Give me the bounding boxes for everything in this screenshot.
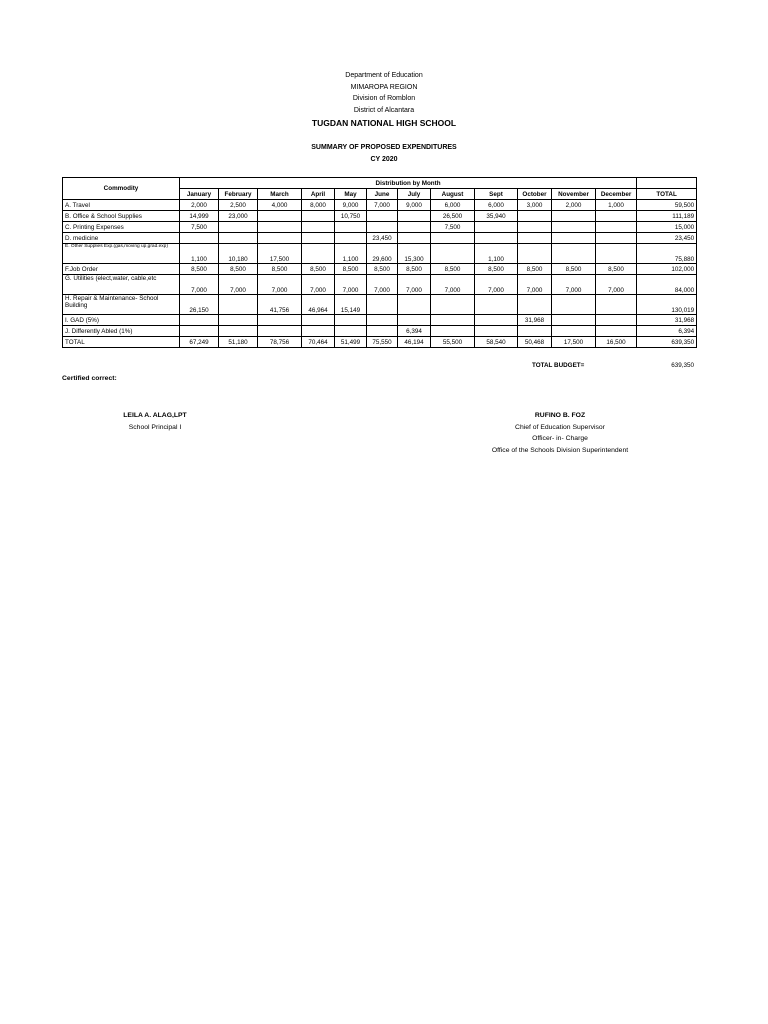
month-value-cell: 23,450 bbox=[367, 233, 398, 244]
month-value-cell: 29,600 bbox=[367, 244, 398, 264]
month-value-cell bbox=[258, 222, 302, 233]
month-value-cell: 7,000 bbox=[475, 275, 518, 295]
signatory-left-title: School Principal I bbox=[128, 423, 182, 431]
month-value-cell: 17,500 bbox=[552, 337, 596, 348]
month-value-cell bbox=[398, 211, 431, 222]
month-value-cell: 31,968 bbox=[518, 315, 552, 326]
month-value-cell: 26,500 bbox=[431, 211, 475, 222]
table-body bbox=[63, 200, 697, 348]
month-value-cell bbox=[596, 295, 637, 315]
division-name: Division of Romblon bbox=[352, 95, 416, 102]
row-label: B. Office & School Supplies bbox=[63, 211, 180, 222]
signatory-right-title-3: Office of the Schools Division Superintendent bbox=[491, 446, 629, 454]
month-value-cell: 46,964 bbox=[302, 295, 335, 315]
month-value-cell: 8,500 bbox=[431, 264, 475, 275]
row-label: H. Repair & Maintenance- School Building bbox=[63, 295, 180, 315]
month-value-cell: 3,000 bbox=[518, 200, 552, 211]
month-value-cell: 15,300 bbox=[398, 244, 431, 264]
month-value-cell: 50,468 bbox=[518, 337, 552, 348]
month-value-cell: 8,500 bbox=[335, 264, 367, 275]
month-value-cell bbox=[335, 222, 367, 233]
month-value-cell bbox=[302, 211, 335, 222]
month-header: March bbox=[258, 189, 302, 200]
month-value-cell bbox=[552, 315, 596, 326]
month-value-cell: 26,150 bbox=[180, 295, 219, 315]
month-header: June bbox=[367, 189, 398, 200]
month-value-cell bbox=[367, 222, 398, 233]
row-total-cell: 111,189 bbox=[637, 211, 697, 222]
table-row bbox=[63, 275, 697, 295]
month-value-cell bbox=[518, 222, 552, 233]
month-value-cell bbox=[180, 315, 219, 326]
month-value-cell bbox=[518, 326, 552, 337]
month-value-cell bbox=[552, 295, 596, 315]
total-budget-value: 639,350 bbox=[671, 362, 694, 369]
month-value-cell: 51,180 bbox=[219, 337, 258, 348]
month-value-cell bbox=[596, 326, 637, 337]
month-value-cell bbox=[258, 326, 302, 337]
month-value-cell bbox=[367, 211, 398, 222]
month-value-cell bbox=[518, 233, 552, 244]
month-value-cell: 7,500 bbox=[431, 222, 475, 233]
month-header: November bbox=[552, 189, 596, 200]
document-year: CY 2020 bbox=[370, 155, 398, 163]
month-value-cell: 7,000 bbox=[398, 275, 431, 295]
month-value-cell: 7,000 bbox=[596, 275, 637, 295]
month-value-cell: 7,000 bbox=[552, 275, 596, 295]
row-label: I. GAD (5%) bbox=[63, 315, 180, 326]
table-row bbox=[63, 222, 697, 233]
month-value-cell bbox=[180, 326, 219, 337]
month-header: April bbox=[302, 189, 335, 200]
row-total-cell: 102,000 bbox=[637, 264, 697, 275]
month-value-cell bbox=[518, 295, 552, 315]
signatory-right-name: RUFINO B. FOZ bbox=[534, 412, 586, 419]
month-value-cell: 2,000 bbox=[552, 200, 596, 211]
month-value-cell: 9,000 bbox=[335, 200, 367, 211]
month-value-cell bbox=[302, 244, 335, 264]
row-total-cell: 130,019 bbox=[637, 295, 697, 315]
month-value-cell bbox=[219, 295, 258, 315]
month-value-cell bbox=[302, 233, 335, 244]
month-value-cell: 8,500 bbox=[367, 264, 398, 275]
month-value-cell: 51,499 bbox=[335, 337, 367, 348]
month-value-cell: 14,999 bbox=[180, 211, 219, 222]
month-value-cell: 7,000 bbox=[367, 200, 398, 211]
row-label: J. Differently Abled (1%) bbox=[63, 326, 180, 337]
month-value-cell bbox=[302, 326, 335, 337]
row-label: A. Travel bbox=[63, 200, 180, 211]
row-label: E. Other Supplies Exp.(gas,moving up,grad.exp) bbox=[63, 244, 180, 264]
signatory-right-title-2: Officer- in- Charge bbox=[532, 435, 588, 442]
month-value-cell: 1,100 bbox=[335, 244, 367, 264]
month-value-cell bbox=[367, 295, 398, 315]
month-value-cell bbox=[475, 233, 518, 244]
total-header: TOTAL bbox=[637, 189, 697, 200]
table-row bbox=[63, 264, 697, 275]
month-value-cell bbox=[431, 315, 475, 326]
certified-label: Certified correct: bbox=[62, 375, 117, 382]
month-value-cell bbox=[475, 326, 518, 337]
table-row bbox=[63, 315, 697, 326]
month-value-cell bbox=[596, 211, 637, 222]
month-value-cell: 6,000 bbox=[431, 200, 475, 211]
month-value-cell bbox=[219, 326, 258, 337]
month-value-cell: 1,100 bbox=[180, 244, 219, 264]
table-row bbox=[63, 233, 697, 244]
month-value-cell: 41,756 bbox=[258, 295, 302, 315]
district-name: District of Alcantara bbox=[353, 106, 415, 114]
month-value-cell bbox=[552, 244, 596, 264]
month-value-cell: 35,940 bbox=[475, 211, 518, 222]
month-value-cell: 8,000 bbox=[302, 200, 335, 211]
commodity-header: Commodity bbox=[63, 178, 180, 200]
distribution-header: Distribution by Month bbox=[180, 178, 637, 189]
document-title: SUMMARY OF PROPOSED EXPENDITURES bbox=[311, 144, 457, 151]
month-value-cell bbox=[475, 222, 518, 233]
month-value-cell bbox=[219, 233, 258, 244]
month-header: July bbox=[398, 189, 431, 200]
month-header: May bbox=[335, 189, 367, 200]
table-row bbox=[63, 200, 697, 211]
month-value-cell bbox=[335, 326, 367, 337]
signatory-right-title-1: Chief of Education Supervisor bbox=[515, 423, 605, 431]
row-label: TOTAL bbox=[63, 337, 180, 348]
table-row bbox=[63, 295, 697, 315]
month-value-cell bbox=[518, 211, 552, 222]
month-value-cell: 2,000 bbox=[180, 200, 219, 211]
month-value-cell: 1,000 bbox=[596, 200, 637, 211]
month-value-cell: 8,500 bbox=[518, 264, 552, 275]
month-value-cell: 7,000 bbox=[518, 275, 552, 295]
month-value-cell: 1,100 bbox=[475, 244, 518, 264]
row-total-cell: 23,450 bbox=[637, 233, 697, 244]
signatory-left-name: LEILA A. ALAG,LPT bbox=[123, 412, 187, 419]
month-value-cell: 7,000 bbox=[258, 275, 302, 295]
month-value-cell: 7,000 bbox=[431, 275, 475, 295]
month-value-cell bbox=[596, 244, 637, 264]
month-value-cell: 7,000 bbox=[367, 275, 398, 295]
month-value-cell: 4,000 bbox=[258, 200, 302, 211]
month-value-cell bbox=[180, 233, 219, 244]
month-value-cell bbox=[398, 233, 431, 244]
table-row bbox=[63, 211, 697, 222]
month-value-cell: 17,500 bbox=[258, 244, 302, 264]
month-value-cell bbox=[596, 315, 637, 326]
document-header bbox=[0, 70, 768, 130]
month-value-cell bbox=[398, 222, 431, 233]
month-value-cell: 78,756 bbox=[258, 337, 302, 348]
row-total-cell: 84,000 bbox=[637, 275, 697, 295]
table-row bbox=[63, 244, 697, 264]
signatory-right bbox=[460, 410, 660, 456]
month-value-cell: 8,500 bbox=[219, 264, 258, 275]
month-value-cell: 8,500 bbox=[180, 264, 219, 275]
school-name: TUGDAN NATIONAL HIGH SCHOOL bbox=[311, 118, 457, 128]
month-value-cell: 15,149 bbox=[335, 295, 367, 315]
month-value-cell: 8,500 bbox=[475, 264, 518, 275]
row-total-cell: 75,880 bbox=[637, 244, 697, 264]
row-total-cell: 59,500 bbox=[637, 200, 697, 211]
month-value-cell: 75,550 bbox=[367, 337, 398, 348]
month-value-cell: 7,000 bbox=[219, 275, 258, 295]
month-header: Sept bbox=[475, 189, 518, 200]
month-value-cell bbox=[518, 244, 552, 264]
month-value-cell: 55,500 bbox=[431, 337, 475, 348]
table-row bbox=[63, 337, 697, 348]
month-value-cell bbox=[398, 315, 431, 326]
month-value-cell: 10,750 bbox=[335, 211, 367, 222]
month-value-cell bbox=[398, 295, 431, 315]
month-value-cell: 70,464 bbox=[302, 337, 335, 348]
month-header: February bbox=[219, 189, 258, 200]
month-value-cell bbox=[431, 295, 475, 315]
row-label: F.Job Order bbox=[63, 264, 180, 275]
department-name: Department of Education bbox=[345, 72, 423, 79]
month-value-cell bbox=[475, 295, 518, 315]
month-value-cell bbox=[367, 326, 398, 337]
month-value-cell: 7,000 bbox=[302, 275, 335, 295]
month-value-cell bbox=[367, 315, 398, 326]
month-value-cell bbox=[219, 315, 258, 326]
table-header-row bbox=[63, 178, 697, 189]
month-value-cell: 8,500 bbox=[552, 264, 596, 275]
month-value-cell bbox=[258, 315, 302, 326]
month-value-cell bbox=[552, 211, 596, 222]
month-value-cell bbox=[431, 233, 475, 244]
month-value-cell: 7,500 bbox=[180, 222, 219, 233]
month-value-cell: 8,500 bbox=[302, 264, 335, 275]
month-header: October bbox=[518, 189, 552, 200]
month-value-cell: 7,000 bbox=[180, 275, 219, 295]
month-value-cell: 6,394 bbox=[398, 326, 431, 337]
month-value-cell bbox=[335, 315, 367, 326]
month-value-cell: 58,540 bbox=[475, 337, 518, 348]
month-value-cell: 16,500 bbox=[596, 337, 637, 348]
month-value-cell bbox=[552, 326, 596, 337]
row-total-cell: 31,968 bbox=[637, 315, 697, 326]
signatory-left bbox=[90, 410, 220, 433]
month-value-cell: 8,500 bbox=[398, 264, 431, 275]
month-value-cell: 7,000 bbox=[335, 275, 367, 295]
row-label: C. Printing Expenses bbox=[63, 222, 180, 233]
total-header-top bbox=[637, 178, 697, 189]
row-label: G. Utilities (elect,water, cable,etc bbox=[63, 275, 180, 295]
month-value-cell: 9,000 bbox=[398, 200, 431, 211]
month-value-cell bbox=[302, 315, 335, 326]
month-value-cell bbox=[258, 233, 302, 244]
total-budget-label: TOTAL BUDGET= bbox=[532, 362, 585, 369]
document-title-block bbox=[0, 142, 768, 165]
table-row bbox=[63, 326, 697, 337]
month-value-cell bbox=[335, 233, 367, 244]
month-header: January bbox=[180, 189, 219, 200]
month-value-cell bbox=[552, 233, 596, 244]
month-value-cell: 10,180 bbox=[219, 244, 258, 264]
region-name: MIMAROPA REGION bbox=[350, 83, 418, 91]
row-label: D. medicine bbox=[63, 233, 180, 244]
row-total-cell: 6,394 bbox=[637, 326, 697, 337]
month-value-cell bbox=[431, 244, 475, 264]
month-header: August bbox=[431, 189, 475, 200]
month-value-cell bbox=[219, 222, 258, 233]
month-value-cell bbox=[475, 315, 518, 326]
month-value-cell: 23,000 bbox=[219, 211, 258, 222]
month-value-cell bbox=[552, 222, 596, 233]
month-header: December bbox=[596, 189, 637, 200]
month-value-cell bbox=[258, 211, 302, 222]
month-value-cell: 67,249 bbox=[180, 337, 219, 348]
month-value-cell: 46,194 bbox=[398, 337, 431, 348]
expenditure-table bbox=[62, 177, 697, 348]
row-total-cell: 639,350 bbox=[637, 337, 697, 348]
month-value-cell bbox=[596, 233, 637, 244]
month-value-cell: 2,500 bbox=[219, 200, 258, 211]
month-value-cell: 8,500 bbox=[596, 264, 637, 275]
month-value-cell bbox=[302, 222, 335, 233]
month-value-cell bbox=[596, 222, 637, 233]
month-value-cell: 6,000 bbox=[475, 200, 518, 211]
month-value-cell bbox=[431, 326, 475, 337]
row-total-cell: 15,000 bbox=[637, 222, 697, 233]
month-value-cell: 8,500 bbox=[258, 264, 302, 275]
